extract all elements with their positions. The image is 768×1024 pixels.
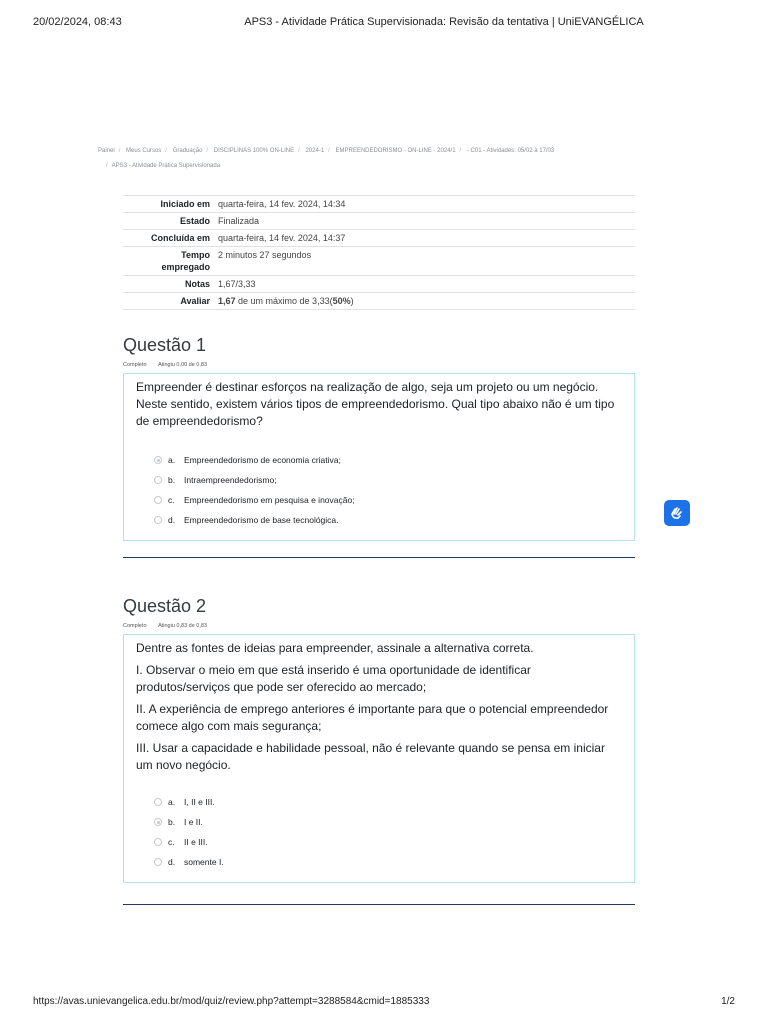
answer-option-a[interactable]: [136, 450, 622, 470]
answer-text: Empreendedorismo de economia criativa;: [184, 455, 341, 465]
summary-value: Finalizada: [218, 216, 260, 226]
answer-text: II e III.: [184, 837, 208, 847]
breadcrumb-item-painel[interactable]: Painel: [98, 148, 115, 154]
summary-row: [123, 213, 635, 230]
summary-row: [123, 196, 635, 213]
answer-option-b[interactable]: [136, 470, 622, 490]
summary-label: Notas: [184, 279, 210, 289]
attempt-summary-table: [123, 195, 635, 310]
print-footer: [33, 996, 735, 1010]
breadcrumb-item-course[interactable]: EMPREENDEDORISMO - ON-LINE - 2024/1: [335, 148, 456, 154]
summary-value: 2 minutos 27 segundos: [218, 250, 312, 260]
question-content-box: [123, 634, 635, 883]
grade-percent: 50%: [332, 296, 351, 306]
breadcrumb-item-section[interactable]: - C01 - Atividades: 05/02 à 17/03: [466, 148, 555, 154]
summary-value: quarta-feira, 14 fev. 2024, 14:34: [218, 199, 346, 209]
radio-checked[interactable]: [154, 818, 162, 826]
answer-option-d[interactable]: [136, 510, 622, 530]
answer-option-b[interactable]: [136, 812, 622, 832]
question-divider: [123, 557, 635, 558]
question-paragraph: I. Observar o meio em que está inserido é uma oportunidade de identificar produtos/serviços que pode ser oferecido ao mercado;: [136, 663, 531, 694]
answer-text: I, II e III.: [184, 797, 215, 807]
hand-sign-language-icon: [669, 505, 685, 521]
print-date: 20/02/2024, 08:43: [33, 16, 122, 28]
question-2: [123, 595, 635, 883]
answer-letter: a.: [168, 797, 176, 807]
summary-row: [123, 230, 635, 247]
grade-score: 1,67: [218, 296, 236, 306]
answer-letter: c.: [168, 495, 175, 505]
answer-list: [136, 792, 622, 872]
breadcrumb-separator: /: [206, 148, 209, 154]
question-grade: Atingiu 0,00 de 0,83: [158, 362, 208, 368]
question-title: Questão 1: [123, 335, 207, 355]
question-grade: Atingiu 0,83 de 0,83: [158, 623, 208, 629]
summary-label: Iniciado em: [160, 199, 210, 209]
question-content-box: [123, 373, 635, 541]
answer-option-a[interactable]: [136, 792, 622, 812]
summary-label: Avaliar: [180, 296, 210, 306]
radio-unchecked[interactable]: [154, 516, 162, 524]
breadcrumb-separator: /: [106, 163, 108, 169]
answer-letter: b.: [168, 817, 176, 827]
summary-value: quarta-feira, 14 fev. 2024, 14:37: [218, 233, 346, 243]
breadcrumb: [98, 144, 638, 174]
question-paragraph: Dentre as fontes de ideias para empreender, assinale a alternativa correta.: [136, 641, 534, 655]
breadcrumb-item-disciplinas[interactable]: DISCIPLINAS 100% ON-LINE: [213, 148, 295, 154]
answer-letter: b.: [168, 475, 176, 485]
question-text: [136, 640, 622, 774]
breadcrumb-item-current[interactable]: APS3 - Atividade Prática Supervisionada: [111, 163, 221, 169]
answer-text: Intraempreendedorismo;: [184, 475, 277, 485]
question-paragraph: III. Usar a capacidade e habilidade pessoal, não é relevante quando se pensa em iniciar um novo negócio.: [136, 741, 605, 772]
answer-option-c[interactable]: [136, 832, 622, 852]
breadcrumb-item-graduacao[interactable]: Graduação: [172, 148, 203, 154]
radio-unchecked[interactable]: [154, 798, 162, 806]
question-1: [123, 334, 635, 541]
radio-unchecked[interactable]: [154, 858, 162, 866]
answer-letter: d.: [168, 515, 176, 525]
grade-max: de um máximo de 3,33(: [235, 296, 333, 306]
answer-option-c[interactable]: [136, 490, 622, 510]
print-page-number: 1/2: [721, 996, 735, 1007]
breadcrumb-separator: /: [298, 148, 300, 154]
answer-list: [136, 450, 622, 530]
question-text: [136, 379, 622, 430]
answer-option-d[interactable]: [136, 852, 622, 872]
summary-label: [123, 247, 218, 276]
summary-row: [123, 247, 635, 276]
summary-label-line1: Tempo: [181, 250, 210, 260]
answer-letter: a.: [168, 455, 176, 465]
question-paragraph: II. A experiência de emprego anteriores é importante para que o potencial empreendedor comece algo com mais segurança;: [136, 702, 609, 733]
breadcrumb-separator: /: [328, 148, 330, 154]
question-status: Completo: [123, 362, 147, 368]
answer-text: Empreendedorismo em pesquisa e inovação;: [184, 495, 355, 505]
question-title: Questão 2: [123, 596, 207, 616]
answer-text: somente I.: [184, 857, 224, 867]
summary-row: [123, 276, 635, 293]
radio-unchecked[interactable]: [154, 476, 162, 484]
question-status: Completo: [123, 623, 147, 629]
accessibility-button[interactable]: [664, 500, 690, 526]
summary-label-line2: empregado: [161, 262, 210, 272]
breadcrumb-separator: /: [165, 148, 168, 154]
print-header: [33, 16, 735, 30]
radio-unchecked[interactable]: [154, 496, 162, 504]
summary-label: Concluída em: [150, 233, 210, 243]
summary-value: [218, 293, 635, 310]
breadcrumb-separator: /: [459, 148, 462, 154]
answer-text: Empreendedorismo de base tecnológica.: [184, 515, 339, 525]
question-info: [123, 361, 635, 370]
breadcrumb-separator: /: [118, 148, 121, 154]
summary-label: Estado: [179, 216, 210, 226]
question-info: [123, 622, 635, 631]
summary-value: 1,67/3,33: [218, 279, 256, 289]
radio-checked[interactable]: [154, 456, 162, 464]
question-paragraph: Empreender é destinar esforços na realização de algo, seja um projeto ou um negócio. Neste sentido, existem vários tipos de empreendedorismo. Qual tipo abaixo não é um tipo de empreendedorismo?: [136, 380, 615, 428]
answer-letter: c.: [168, 837, 175, 847]
grade-close: ): [350, 296, 354, 306]
breadcrumb-item-meus-cursos[interactable]: Meus Cursos: [126, 148, 162, 154]
print-url: https://avas.unievangelica.edu.br/mod/quiz/review.php?attempt=3288584&cmid=1885333: [33, 996, 430, 1007]
answer-letter: d.: [168, 857, 176, 867]
print-page-title: APS3 - Atividade Prática Supervisionada: Revisão da tentativa | UniEVANGÉLICA: [244, 16, 644, 28]
radio-unchecked[interactable]: [154, 838, 162, 846]
question-divider: [123, 904, 635, 905]
answer-text: I e II.: [184, 817, 203, 827]
summary-row: [123, 293, 635, 310]
breadcrumb-item-semester[interactable]: 2024-1: [305, 148, 325, 154]
